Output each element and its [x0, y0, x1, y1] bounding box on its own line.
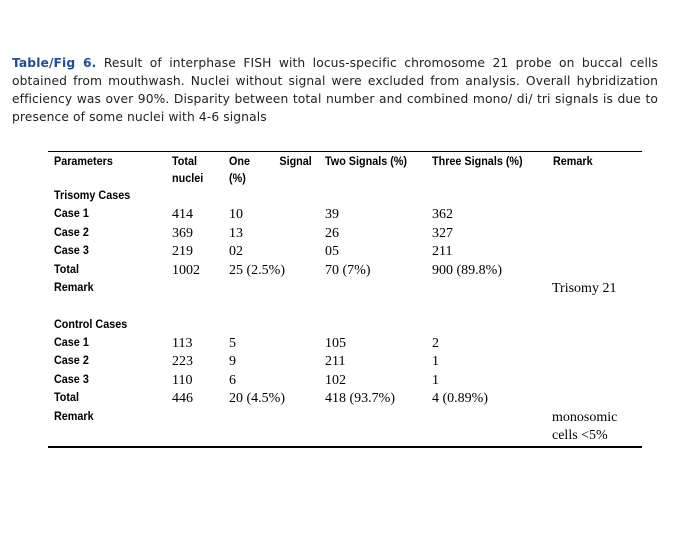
header-two-signals: Two Signals (%)	[325, 154, 408, 168]
trisomy-remark-value: Trisomy 21	[552, 281, 617, 296]
control-total-nuclei: 110	[172, 373, 193, 388]
trisomy-two-signals: 05	[325, 244, 339, 259]
trisomy-section-title: Trisomy Cases	[54, 188, 131, 202]
caption-text: Result of interphase FISH with locus-specific chromosome 21 probe on buccal cells obtained from mouthwash. Nuclei without signal were excluded from analysis. Overall hybridization efficiency was over 90%. Disparity between total number and combined mono/ di/ tri signals is due to presence of some nuclei with 4-6 signals	[12, 56, 658, 124]
control-row-label: Case 3	[54, 372, 89, 386]
control-remark-label: Remark	[54, 409, 94, 423]
header-one-signal-line1	[229, 153, 312, 170]
control-row-label: Case 2	[54, 353, 89, 367]
header-one-word: One	[229, 154, 251, 168]
control-two-signals: 211	[325, 354, 346, 369]
trisomy-two-signals: 39	[325, 207, 339, 222]
trisomy-three-signals: 362	[432, 207, 453, 222]
control-two-signals: 102	[325, 373, 346, 388]
header-signal-word: Signal	[279, 154, 312, 168]
control-remark-value-line2: cells <5%	[552, 428, 608, 443]
trisomy-row-label: Case 3	[54, 243, 89, 257]
control-remark-value-line1: monosomic	[552, 410, 618, 425]
trisomy-two-signals-sum: 70 (7%)	[325, 263, 371, 278]
control-total-nuclei: 223	[172, 354, 193, 369]
trisomy-total-label: Total	[54, 262, 80, 276]
trisomy-three-signals: 327	[432, 226, 453, 241]
header-remark: Remark	[553, 154, 593, 168]
control-two-signals-sum: 418 (93.7%)	[325, 391, 395, 406]
control-row-label: Case 1	[54, 335, 89, 349]
trisomy-three-signals-sum: 900 (89.8%)	[432, 263, 502, 278]
trisomy-total-nuclei: 414	[172, 207, 193, 222]
trisomy-row-label: Case 1	[54, 206, 89, 220]
control-two-signals: 105	[325, 336, 346, 351]
trisomy-three-signals: 211	[432, 244, 453, 259]
header-total-line2: nuclei	[172, 171, 204, 185]
control-total-nuclei: 113	[172, 336, 193, 351]
control-three-signals: 1	[432, 354, 439, 369]
trisomy-row-label: Case 2	[54, 225, 89, 239]
trisomy-two-signals: 26	[325, 226, 339, 241]
control-section-title: Control Cases	[54, 317, 128, 331]
table-caption	[12, 54, 658, 126]
control-three-signals: 2	[432, 336, 439, 351]
control-three-signals: 1	[432, 373, 439, 388]
header-three-signals: Three Signals (%)	[432, 154, 523, 168]
control-total-label: Total	[54, 390, 80, 404]
control-one-signal-sum: 20 (4.5%)	[229, 391, 285, 406]
control-total-nuclei-sum: 446	[172, 391, 193, 406]
header-parameters: Parameters	[54, 154, 113, 168]
control-one-signal: 6	[229, 373, 236, 388]
trisomy-one-signal: 13	[229, 226, 243, 241]
trisomy-one-signal: 02	[229, 244, 243, 259]
trisomy-total-nuclei: 369	[172, 226, 193, 241]
trisomy-one-signal: 10	[229, 207, 243, 222]
caption-label: Table/Fig 6.	[12, 56, 97, 70]
trisomy-total-nuclei-sum: 1002	[172, 263, 200, 278]
header-one-signal-line2: (%)	[229, 171, 246, 185]
control-three-signals-sum: 4 (0.89%)	[432, 391, 488, 406]
trisomy-total-nuclei: 219	[172, 244, 193, 259]
control-one-signal: 5	[229, 336, 236, 351]
header-total-line1: Total	[172, 154, 198, 168]
trisomy-one-signal-sum: 25 (2.5%)	[229, 263, 285, 278]
trisomy-remark-label: Remark	[54, 280, 94, 294]
results-table	[48, 151, 642, 448]
control-one-signal: 9	[229, 354, 236, 369]
